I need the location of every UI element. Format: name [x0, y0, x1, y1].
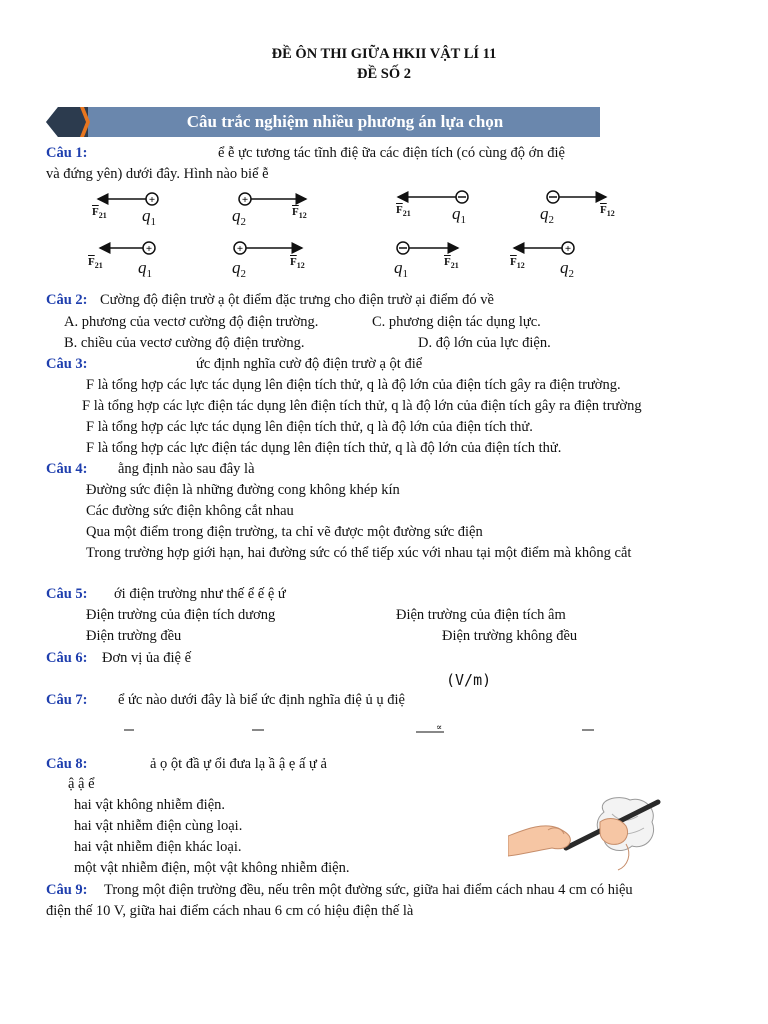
question-4-option-2: Các đường sức điện không cắt nhau	[86, 503, 294, 519]
diagram-4-charge: $q_2$	[540, 204, 554, 226]
diagram-1-charge: $q_1$	[142, 206, 156, 228]
question-5-option-4: Điện trường không đều	[442, 628, 578, 644]
diagram-6	[234, 242, 302, 255]
diagram-2-force: $\overline{F}_{12}$	[292, 206, 307, 220]
exam-title: ĐỀ ÔN THI GIỮA HKII VẬT LÍ 11	[271, 46, 497, 62]
question-2-label: Câu 2:	[46, 292, 88, 308]
question-7-label: Câu 7:	[46, 692, 88, 708]
diagram-3-force: $\overline{F}_{21}$	[396, 204, 411, 218]
diagram-4	[547, 191, 606, 203]
svg-text:+: +	[236, 243, 244, 255]
question-7-formula-fragments	[100, 718, 620, 738]
diagram-3	[398, 191, 468, 203]
question-3-option-1: F là tổng hợp các lực tác dụng lên điện tích thử, q là độ lớn của điện tích gây ra điện trường.	[86, 377, 621, 393]
question-5-label: Câu 5:	[46, 586, 88, 602]
question-3-option-4: F là tổng hợp các lực điện tác dụng lên điện tích thử, q là độ lớn của điện tích thử.	[86, 440, 562, 456]
question-1-text-cont: và đứng yên) dưới đây. Hình nào biể ễ	[46, 166, 269, 182]
diagram-7-charge: $q_1$	[394, 258, 408, 280]
question-5-option-1: Điện trường của điện tích dương	[86, 607, 276, 623]
question-5-option-3: Điện trường đều	[86, 628, 182, 644]
svg-text:+: +	[145, 243, 153, 255]
question-8-label: Câu 8:	[46, 756, 88, 772]
diagram-3-charge: $q_1$	[452, 204, 466, 226]
question-8-option-3: hai vật nhiễm điện khác loại.	[74, 839, 242, 855]
question-2-option-a: A. phương của vectơ cường độ điện trường.	[64, 314, 319, 330]
question-2-option-c: C. phương diện tác dụng lực.	[372, 314, 541, 330]
question-1-text: ể ễ ực tương tác tĩnh điệ ữa các điện tích (có cùng độ ớn điệ	[218, 145, 565, 161]
question-6-label: Câu 6:	[46, 650, 88, 666]
svg-text:+: +	[241, 194, 249, 206]
diagram-6-charge: $q_2$	[232, 258, 246, 280]
question-8-text-cont: ậ ậ ể	[68, 776, 95, 792]
question-2-option-b: B. chiều của vectơ cường độ điện trường.	[64, 335, 305, 351]
question-6-unit: (V/m)	[446, 671, 492, 689]
question-9-text: Trong một điện trường đều, nếu trên một đường sức, giữa hai điểm cách nhau 4 cm có hiệu	[104, 882, 633, 898]
banner-dark-tab	[46, 107, 88, 137]
section-heading: Câu trắc nghiệm nhiều phương án lựa chọn	[186, 112, 504, 131]
question-8-option-1: hai vật không nhiễm điện.	[74, 797, 226, 813]
question-5-option-2: Điện trường của điện tích âm	[396, 607, 566, 623]
diagram-5-force: $\overline{F}_{21}$	[88, 256, 103, 270]
question-8-option-2: hai vật nhiễm điện cùng loại.	[74, 818, 243, 834]
exam-number: ĐỀ SỐ 2	[357, 66, 411, 82]
question-3-option-2: F là tổng hợp các lực điện tác dụng lên điện tích thử, q là độ lớn của điện tích gây ra điện trường	[82, 398, 642, 414]
question-4-text: ằng định nào sau đây là	[118, 461, 255, 477]
diagram-2	[239, 193, 306, 206]
question-4-label: Câu 4:	[46, 461, 88, 477]
question-7-text: ể ức nào dưới đây là biể ức định nghĩa điệ ủ ụ điệ	[118, 692, 405, 708]
svg-text:+: +	[564, 243, 572, 255]
diagram-7	[397, 242, 458, 254]
question-1-label: Câu 1:	[46, 145, 88, 161]
svg-text:∝: ∝	[436, 722, 443, 732]
question-2-text: Cường độ điện trườ ạ ột điểm đặc trưng cho điện trườ ại điểm đó về	[100, 292, 494, 308]
question-3-label: Câu 3:	[46, 356, 88, 372]
question-8-option-4: một vật nhiễm điện, một vật không nhiễm điện.	[74, 860, 350, 876]
force-diagrams	[80, 186, 640, 286]
question-4-option-3: Qua một điểm trong điện trường, ta chỉ vẽ được một đường sức điện	[86, 524, 483, 540]
question-8-text: ả ọ ột đầ ự ổi đưa lạ ầ ậ ẹ ấ ự ả	[150, 756, 327, 772]
question-2-option-d: D. độ lớn của lực điện.	[418, 335, 551, 351]
question-9-text-cont: điện thế 10 V, giữa hai điểm cách nhau 6 cm có hiệu điện thế là	[46, 903, 414, 919]
diagram-1	[98, 193, 158, 206]
diagram-1-force: $\overline{F}_{21}$	[92, 206, 107, 220]
diagram-8	[514, 242, 574, 255]
diagram-7-force: $\overline{F}_{21}$	[444, 256, 459, 270]
question-4-option-4: Trong trường hợp giới hạn, hai đường sức có thể tiếp xúc với nhau tại một điểm mà không cắt	[86, 545, 632, 561]
diagram-5-charge: $q_1$	[138, 258, 152, 280]
svg-text:+: +	[148, 194, 156, 206]
question-3-text: ức định nghĩa cườ độ điện trườ ạ ột điể	[196, 356, 423, 372]
diagram-8-charge: $q_2$	[560, 258, 574, 280]
diagram-8-force: $\overline{F}_{12}$	[510, 256, 525, 270]
rubbing-rod-illustration	[508, 792, 668, 872]
diagram-4-force: $\overline{F}_{12}$	[600, 204, 615, 218]
question-9-label: Câu 9:	[46, 882, 88, 898]
diagram-5	[100, 242, 155, 255]
question-5-text: ới điện trường như thế ể ế ệ ứ	[114, 586, 286, 602]
diagram-6-force: $\overline{F}_{12}$	[290, 256, 305, 270]
question-6-text: Đơn vị ủa điệ ế	[102, 650, 192, 666]
diagram-2-charge: $q_2$	[232, 206, 246, 228]
question-3-option-3: F là tổng hợp các lực tác dụng lên điện tích thử, q là độ lớn của điện tích thử.	[86, 419, 533, 435]
question-4-option-1: Đường sức điện là những đường cong không khép kín	[86, 482, 400, 498]
